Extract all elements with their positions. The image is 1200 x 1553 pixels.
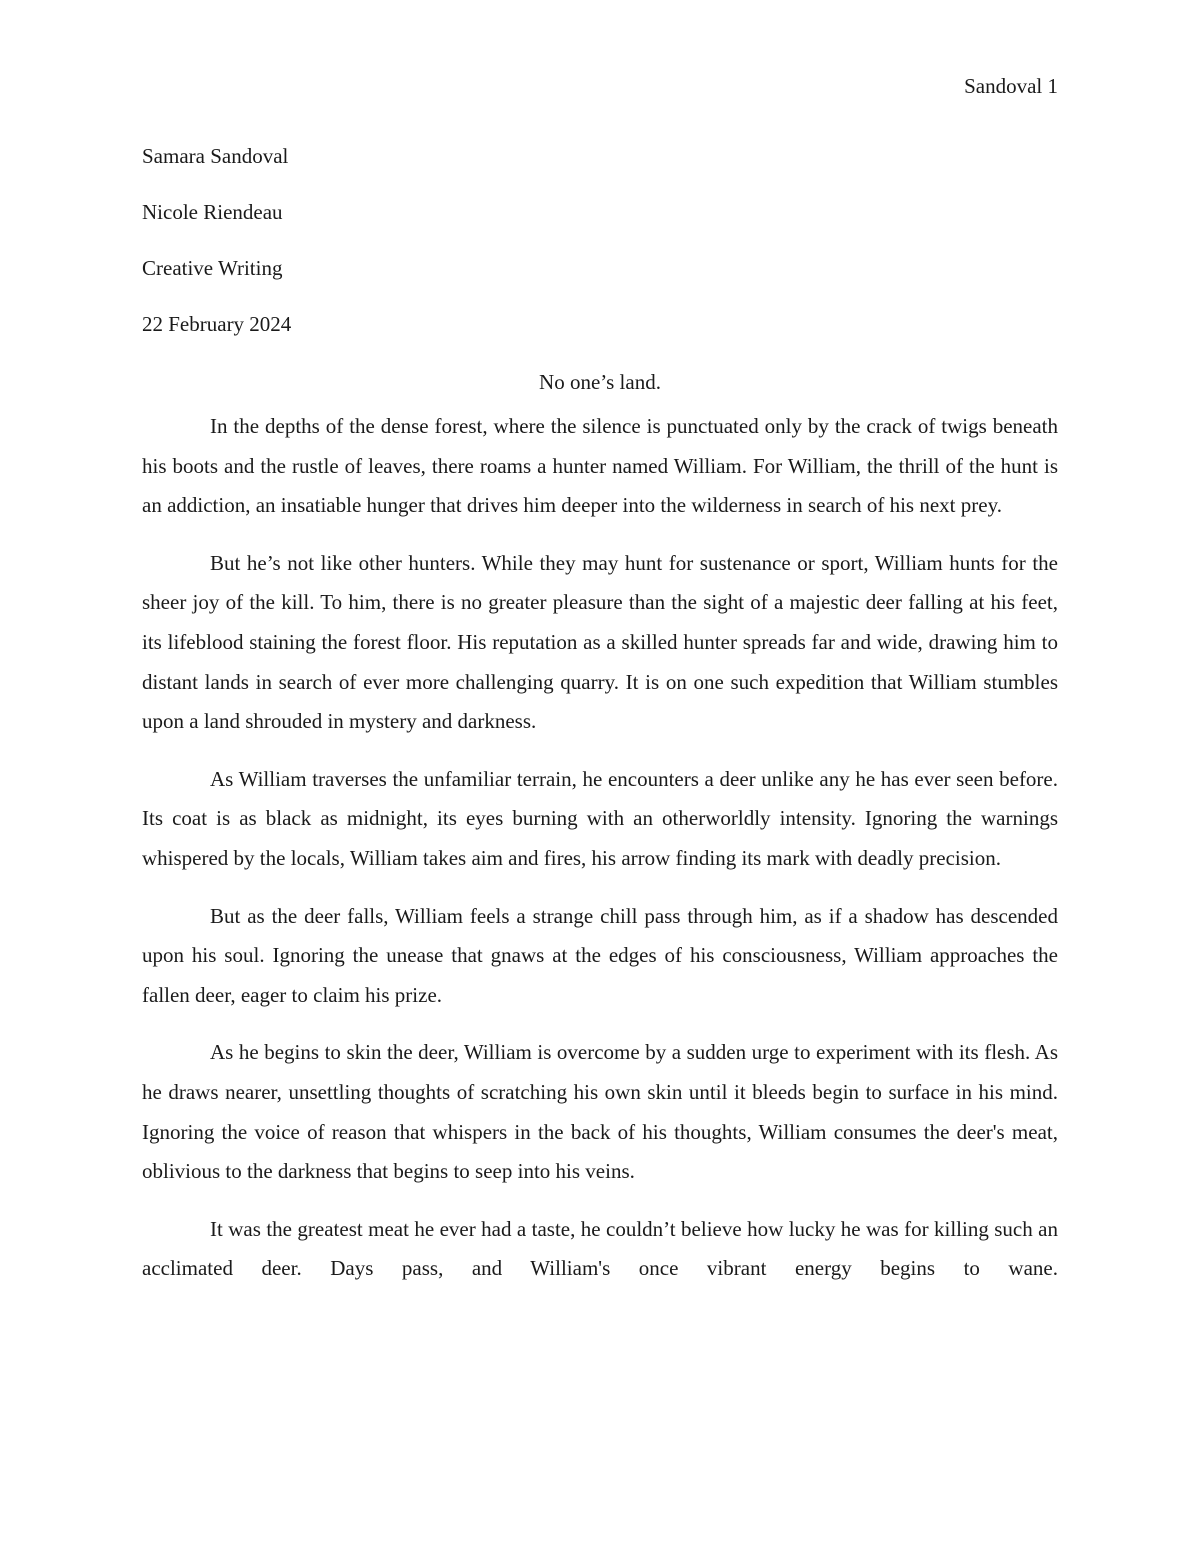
running-header: Sandoval 1 [964, 74, 1058, 98]
paragraph: But he’s not like other hunters. While they may hunt for sustenance or sport, William hunts for the sheer joy of the kill. To him, there is no greater pleasure than the sight of a majestic deer falling at his feet, its lifeblood staining the forest floor. His reputation as a skilled hunter spreads far and wide, drawing him to distant lands in search of ever more challenging quarry. It is on one such expedition that William stumbles upon a land shrouded in mystery and darkness. [142, 550, 1058, 734]
essay-title: No one’s land. [539, 370, 661, 394]
paragraph: As he begins to skin the deer, William is overcome by a sudden urge to experiment with its flesh. As he draws nearer, unsettling thoughts of scratching his own skin until it bleeds begin to surface in his mind. Ignoring the voice of reason that whispers in the back of his thoughts, William consumes the deer's meat, oblivious to the darkness that begins to seep into his veins. [142, 1040, 1058, 1184]
paragraph: As William traverses the unfamiliar terrain, he encounters a deer unlike any he has ever seen before. Its coat is as black as midnight, its eyes burning with an otherworldly intensity. Ignoring the warnings whispered by the locals, William takes aim and fires, his arrow finding its mark with deadly precision. [142, 766, 1058, 870]
course-name: Creative Writing [142, 256, 283, 280]
student-name: Samara Sandoval [142, 144, 289, 168]
paragraph: In the depths of the dense forest, where the silence is punctuated only by the crack of twigs beneath his boots and the rustle of leaves, there roams a hunter named William. For William, the thrill of the hunt is an addiction, an insatiable hunger that drives him deeper into the wilderness in search of his next prey. [142, 414, 1058, 518]
paragraph: But as the deer falls, William feels a strange chill pass through him, as if a shadow has descended upon his soul. Ignoring the unease that gnaws at the edges of his consciousness, William approaches the fallen deer, eager to claim his prize. [142, 903, 1058, 1007]
instructor-name: Nicole Riendeau [142, 200, 283, 224]
paragraph: It was the greatest meat he ever had a taste, he couldn’t believe how lucky he was for killing such an acclimated deer. Days pass, and William's once vibrant energy begins to wane. [142, 1216, 1058, 1281]
essay-body [142, 407, 1058, 1307]
submission-date: 22 February 2024 [142, 312, 292, 336]
mla-heading [142, 142, 1058, 366]
